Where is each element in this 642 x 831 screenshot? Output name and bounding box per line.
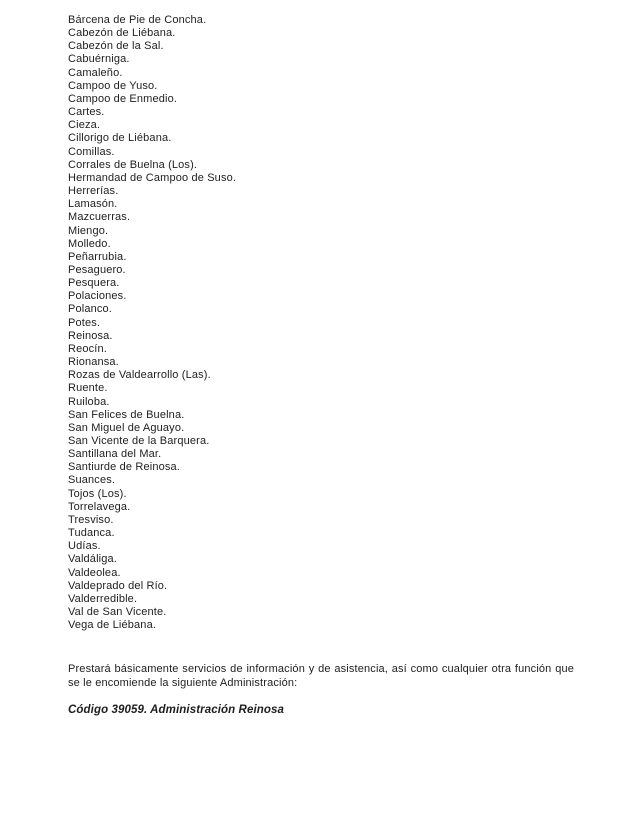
municipality-item: Comillas. [68, 145, 115, 158]
municipality-item: Reocín. [68, 342, 107, 355]
administration-code-heading: Código 39059. Administración Reinosa [68, 704, 284, 717]
intro-paragraph: Prestará básicamente servicios de información y de asistencia, así como cualquier otra función que se le encomiende la siguiente Administración: [68, 663, 574, 689]
municipality-item: Corrales de Buelna (Los). [68, 158, 198, 171]
municipality-item: Ruente. [68, 382, 108, 395]
municipality-list [68, 14, 574, 632]
municipality-item: Tresviso. [68, 513, 114, 526]
municipality-item: Hermandad de Campoo de Suso. [68, 171, 237, 184]
municipality-item: Suances. [68, 474, 116, 487]
municipality-item: Herrerías. [68, 185, 119, 198]
municipality-item: Tojos (Los). [68, 487, 127, 500]
municipality-item: Cillorigo de Liébana. [68, 132, 172, 145]
municipality-item: Peñarrubia. [68, 250, 127, 263]
municipality-item: Campoo de Enmedio. [68, 92, 178, 105]
municipality-item: Cieza. [68, 119, 101, 132]
municipality-item: Pesquera. [68, 277, 120, 290]
municipality-item: Mazcuerras. [68, 211, 131, 224]
municipality-item: San Felices de Buelna. [68, 408, 185, 421]
municipality-item: Cartes. [68, 106, 105, 119]
municipality-item: Bárcena de Pie de Concha. [68, 14, 207, 26]
municipality-item: Torrelavega. [68, 500, 131, 513]
municipality-item: Cabuérniga. [68, 53, 130, 66]
municipality-item: Rionansa. [68, 356, 119, 369]
municipality-item: Ruiloba. [68, 395, 110, 408]
municipality-item: Lamasón. [68, 198, 118, 211]
municipality-item: Val de San Vicente. [68, 606, 167, 619]
municipality-item: Camaleño. [68, 66, 123, 79]
municipality-item: Cabezón de la Sal. [68, 40, 164, 53]
municipality-item: Campoo de Yuso. [68, 79, 158, 92]
municipality-item: Tudanca. [68, 527, 115, 540]
municipality-item: Polaciones. [68, 290, 127, 303]
municipality-item: Valderredible. [68, 592, 138, 605]
municipality-item: Cabezón de Liébana. [68, 27, 176, 40]
municipality-item: San Miguel de Aguayo. [68, 421, 185, 434]
municipality-item: Valdeprado del Río. [68, 579, 168, 592]
municipality-item: Pesaguero. [68, 263, 126, 276]
municipality-item: Udías. [68, 540, 101, 553]
municipality-item: Vega de Liébana. [68, 619, 157, 632]
municipality-item: Reinosa. [68, 329, 113, 342]
municipality-item: Rozas de Valdearrollo (Las). [68, 369, 211, 382]
municipality-item: Valdáliga. [68, 553, 117, 566]
municipality-item: Molledo. [68, 237, 111, 250]
municipality-item: Potes. [68, 316, 101, 329]
text-block [68, 14, 574, 718]
municipality-item: San Vicente de la Barquera. [68, 435, 210, 447]
municipality-item: Valdeolea. [68, 566, 121, 579]
municipality-item: Polanco. [68, 303, 113, 316]
municipality-item: Miengo. [68, 224, 109, 237]
municipality-item: Santiurde de Reinosa. [68, 461, 181, 474]
municipality-item: Santillana del Mar. [68, 448, 162, 461]
